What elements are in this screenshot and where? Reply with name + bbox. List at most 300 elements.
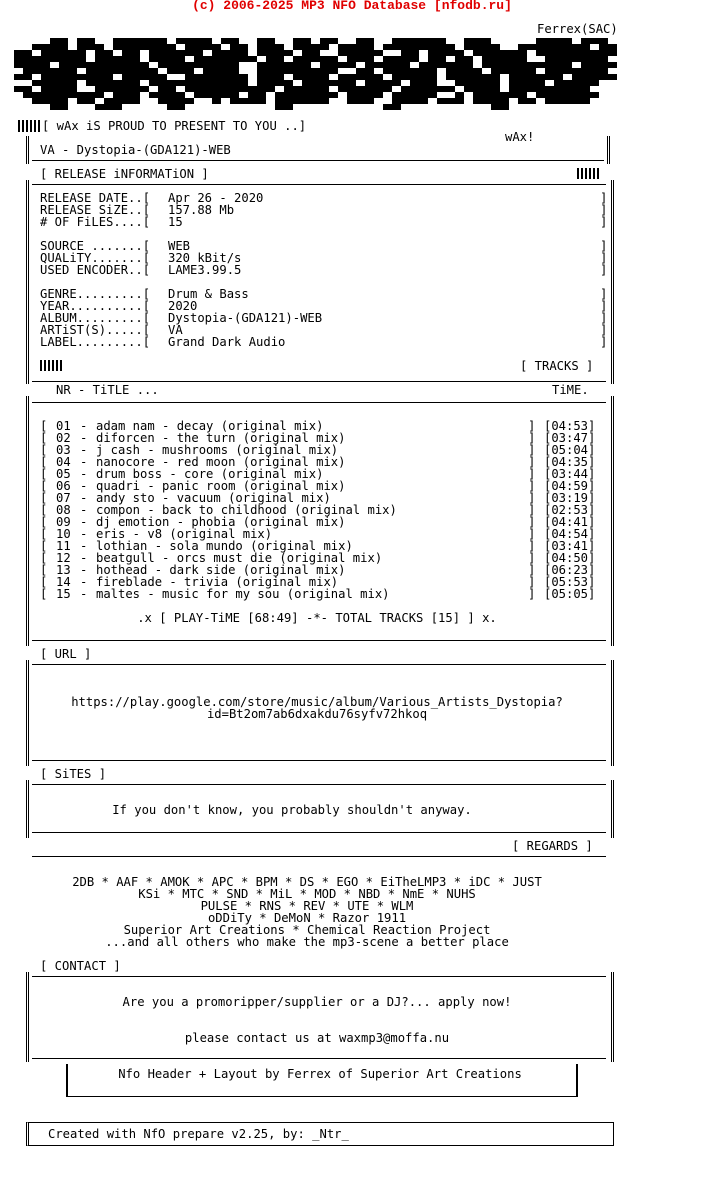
logo-pixel bbox=[68, 92, 77, 98]
logo-pixel bbox=[158, 62, 167, 68]
logo-pixel bbox=[392, 44, 401, 50]
info-value: VA bbox=[168, 323, 183, 337]
logo-pixel bbox=[113, 44, 122, 50]
bracket: [ bbox=[40, 467, 55, 481]
track-number: 04 bbox=[56, 455, 71, 469]
logo-pixel bbox=[176, 68, 185, 74]
logo-pixel bbox=[545, 74, 554, 80]
logo-pixel bbox=[491, 104, 500, 110]
logo-pixel bbox=[176, 38, 185, 44]
regards-line: 2DB * AAF * AMOK * APC * BPM * DS * EGO * EiTheLMP3 * iDC * JUST bbox=[72, 875, 542, 889]
logo-pixel bbox=[86, 80, 95, 86]
separator: - bbox=[80, 467, 88, 481]
separator: - bbox=[80, 419, 88, 433]
track-title: fireblade - trivia (original mix) bbox=[96, 575, 339, 589]
logo-pixel bbox=[86, 44, 95, 50]
info-label: # OF FiLES....[ bbox=[40, 215, 151, 229]
contact-header: [ CONTACT ] bbox=[40, 959, 121, 973]
logo-pixel bbox=[356, 98, 365, 104]
logo-pixel bbox=[104, 104, 113, 110]
logo-pixel bbox=[527, 86, 536, 92]
bracket: ] bbox=[600, 239, 608, 253]
logo-pixel bbox=[140, 44, 149, 50]
logo-pixel bbox=[446, 86, 455, 92]
bracket: ] bbox=[528, 479, 536, 493]
track-number: 14 bbox=[56, 575, 71, 589]
regards-line: ...and all others who make the mp3-scene a better place bbox=[105, 935, 509, 949]
logo-pixel bbox=[329, 80, 338, 86]
logo-pixel bbox=[95, 92, 104, 98]
logo-pixel bbox=[401, 74, 410, 80]
logo-pixel bbox=[239, 86, 248, 92]
bracket: ] bbox=[600, 287, 608, 301]
logo-pixel bbox=[455, 98, 464, 104]
info-value: LAME3.99.5 bbox=[168, 263, 242, 277]
logo-pixel bbox=[572, 98, 581, 104]
logo-pixel bbox=[554, 98, 563, 104]
track-time: [06:23] bbox=[544, 563, 596, 577]
track-title: maltes - music for my sou (original mix) bbox=[96, 587, 390, 601]
track-title: hothead - dark side (original mix) bbox=[96, 563, 346, 577]
present-text: [ wAx iS PROUD TO PRESENT TO YOU ..] bbox=[42, 119, 307, 133]
logo-pixel bbox=[410, 98, 419, 104]
logo-pixel bbox=[185, 86, 194, 92]
bracket: ] bbox=[600, 203, 608, 217]
bracket: ] bbox=[600, 335, 608, 349]
logo-pixel bbox=[113, 68, 122, 74]
logo-pixel bbox=[446, 50, 455, 56]
logo-pixel bbox=[581, 98, 590, 104]
created-with: Created with NfO prepare v2.25, by: _Ntr_ bbox=[48, 1127, 349, 1141]
layout-credit: Nfo Header + Layout by Ferrex of Superior Art Creations bbox=[118, 1067, 522, 1081]
divider bbox=[32, 640, 606, 641]
logo-pixel bbox=[437, 98, 446, 104]
track-number: 03 bbox=[56, 443, 71, 457]
separator: - bbox=[80, 491, 88, 505]
logo-pixel bbox=[284, 68, 293, 74]
logo-pixel bbox=[23, 92, 32, 98]
logo-pixel bbox=[77, 62, 86, 68]
bracket: [ bbox=[40, 527, 55, 541]
logo-pixel bbox=[536, 50, 545, 56]
logo-pixel bbox=[383, 68, 392, 74]
info-label: YEAR..........[ bbox=[40, 299, 151, 313]
logo-pixel bbox=[599, 74, 608, 80]
logo-pixel bbox=[77, 74, 86, 80]
logo-pixel bbox=[257, 50, 266, 56]
track-time: [03:19] bbox=[544, 491, 596, 505]
regards-line: KSi * MTC * SND * MiL * MOD * NBD * NmE * NUHS bbox=[138, 887, 476, 901]
info-value: 2020 bbox=[168, 299, 198, 313]
logo-pixel bbox=[284, 104, 293, 110]
track-number: 12 bbox=[56, 551, 71, 565]
divider bbox=[32, 664, 606, 665]
bracket: [ bbox=[40, 563, 55, 577]
tracks-column-title: NR - TiTLE ... bbox=[56, 383, 159, 397]
logo-pixel bbox=[284, 50, 293, 56]
info-label: QUALiTY.......[ bbox=[40, 251, 151, 265]
bracket: ] bbox=[528, 503, 536, 517]
logo-pixel bbox=[248, 56, 257, 62]
bracket: [ bbox=[40, 587, 55, 601]
regards-line: oDDiTy * DeMoN * Razor 1911 bbox=[207, 911, 407, 925]
separator: - bbox=[80, 515, 88, 529]
logo-pixel bbox=[383, 104, 392, 110]
shade-block bbox=[40, 360, 64, 371]
logo-pixel bbox=[221, 92, 230, 98]
separator: - bbox=[80, 443, 88, 457]
nfodb-credit: (c) 2006-2025 MP3 NFO Database [nfodb.ru] bbox=[192, 0, 512, 13]
logo-pixel bbox=[131, 98, 140, 104]
logo-pixel bbox=[239, 98, 248, 104]
divider bbox=[32, 832, 606, 833]
logo-pixel bbox=[392, 80, 401, 86]
logo-pixel bbox=[374, 62, 383, 68]
track-number: 09 bbox=[56, 515, 71, 529]
logo-pixel bbox=[509, 92, 518, 98]
bracket: ] bbox=[600, 251, 608, 265]
logo-pixel bbox=[293, 44, 302, 50]
bracket: ] bbox=[600, 191, 608, 205]
track-number: 02 bbox=[56, 431, 71, 445]
logo-pixel bbox=[185, 50, 194, 56]
track-number: 07 bbox=[56, 491, 71, 505]
track-title: andy sto - vacuum (original mix) bbox=[96, 491, 331, 505]
logo-pixel bbox=[473, 50, 482, 56]
track-time: [03:47] bbox=[544, 431, 596, 445]
logo-pixel bbox=[122, 98, 131, 104]
info-value: Grand Dark Audio bbox=[168, 335, 286, 349]
logo-pixel bbox=[104, 86, 113, 92]
logo-pixel bbox=[383, 86, 392, 92]
logo-pixel bbox=[86, 98, 95, 104]
logo-pixel bbox=[563, 98, 572, 104]
logo-pixel bbox=[14, 74, 23, 80]
track-title: quadri - panic room (original mix) bbox=[96, 479, 346, 493]
logo-pixel bbox=[329, 92, 338, 98]
bracket: ] bbox=[600, 263, 608, 277]
logo-pixel bbox=[536, 92, 545, 98]
logo-pixel bbox=[293, 74, 302, 80]
logo-pixel bbox=[320, 44, 329, 50]
logo-pixel bbox=[356, 74, 365, 80]
logo-pixel bbox=[32, 44, 41, 50]
tracks-header: [ TRACKS ] bbox=[520, 359, 594, 373]
divider bbox=[32, 402, 606, 403]
track-time: [05:53] bbox=[544, 575, 596, 589]
logo-pixel bbox=[437, 62, 446, 68]
logo-pixel bbox=[275, 80, 284, 86]
url-link-continued[interactable]: id=Bt2om7ab6dxakdu76syfv72hkoq bbox=[206, 707, 428, 721]
logo-pixel bbox=[563, 68, 572, 74]
url-link[interactable]: https://play.google.com/store/music/album/Various_Artists_Dystopia? bbox=[71, 695, 563, 709]
separator: - bbox=[80, 587, 88, 601]
info-label: RELEASE SiZE..[ bbox=[40, 203, 151, 217]
logo-pixel bbox=[266, 86, 275, 92]
logo-pixel bbox=[113, 104, 122, 110]
info-label: RELEASE DATE..[ bbox=[40, 191, 151, 205]
track-time: [04:59] bbox=[544, 479, 596, 493]
tracks-column-time: TiME. bbox=[552, 383, 589, 397]
logo-pixel bbox=[356, 56, 365, 62]
shade-block bbox=[577, 168, 601, 179]
logo-pixel bbox=[518, 98, 527, 104]
track-time: [04:53] bbox=[544, 419, 596, 433]
logo-pixel bbox=[527, 98, 536, 104]
logo-pixel bbox=[194, 92, 203, 98]
divider bbox=[32, 1058, 606, 1059]
track-number: 11 bbox=[56, 539, 71, 553]
logo-pixel bbox=[500, 68, 509, 74]
sites-text: If you don't know, you probably shouldn't anyway. bbox=[112, 803, 472, 817]
logo-pixel bbox=[410, 56, 419, 62]
logo-pixel bbox=[59, 104, 68, 110]
logo-pixel bbox=[374, 92, 383, 98]
logo-tag: wAx! bbox=[505, 130, 535, 144]
track-number: 01 bbox=[56, 419, 71, 433]
bracket: ] bbox=[528, 563, 536, 577]
bracket: ] bbox=[600, 215, 608, 229]
logo-pixel bbox=[194, 62, 203, 68]
track-time: [04:41] bbox=[544, 515, 596, 529]
bracket: ] bbox=[528, 431, 536, 445]
logo-pixel bbox=[203, 44, 212, 50]
logo-pixel bbox=[176, 80, 185, 86]
separator: - bbox=[80, 455, 88, 469]
track-title: compon - back to childhood (original mix) bbox=[96, 503, 397, 517]
logo-pixel bbox=[302, 98, 311, 104]
release-name: VA - Dystopia-(GDA121)-WEB bbox=[40, 143, 231, 157]
separator: - bbox=[80, 527, 88, 541]
track-title: diforcen - the turn (original mix) bbox=[96, 431, 346, 445]
track-number: 13 bbox=[56, 563, 71, 577]
divider bbox=[32, 381, 606, 382]
contact-email[interactable]: please contact us at waxmp3@moffa.nu bbox=[184, 1031, 450, 1045]
track-title: beatgull - orcs must die (original mix) bbox=[96, 551, 383, 565]
bracket: [ bbox=[40, 491, 55, 505]
track-title: lothian - sola mundo (original mix) bbox=[96, 539, 353, 553]
logo-pixel bbox=[374, 50, 383, 56]
logo-pixel bbox=[329, 68, 338, 74]
track-number: 05 bbox=[56, 467, 71, 481]
info-label: USED ENCODER..[ bbox=[40, 263, 151, 277]
separator: - bbox=[80, 575, 88, 589]
info-label: LABEL.........[ bbox=[40, 335, 151, 349]
info-value: 320 kBit/s bbox=[168, 251, 242, 265]
url-header: [ URL ] bbox=[40, 647, 92, 661]
track-time: [05:04] bbox=[544, 443, 596, 457]
track-title: adam nam - decay (original mix) bbox=[96, 419, 324, 433]
track-number: 15 bbox=[56, 587, 71, 601]
logo-pixel bbox=[608, 74, 617, 80]
bracket: [ bbox=[40, 431, 55, 445]
logo-pixel bbox=[41, 98, 50, 104]
bracket: [ bbox=[40, 575, 55, 589]
separator: - bbox=[80, 503, 88, 517]
logo-pixel bbox=[230, 98, 239, 104]
logo-pixel bbox=[212, 98, 221, 104]
bracket: ] bbox=[528, 587, 536, 601]
contact-apply: Are you a promoripper/supplier or a DJ?... apply now! bbox=[122, 995, 512, 1009]
track-number: 06 bbox=[56, 479, 71, 493]
bracket: ] bbox=[528, 443, 536, 457]
logo-pixel bbox=[149, 80, 158, 86]
logo-pixel bbox=[14, 86, 23, 92]
info-value: Drum & Bass bbox=[168, 287, 249, 301]
bracket: [ bbox=[40, 455, 55, 469]
info-value: Apr 26 - 2020 bbox=[168, 191, 264, 205]
separator: - bbox=[80, 479, 88, 493]
logo-pixel bbox=[50, 104, 59, 110]
logo-pixel bbox=[536, 62, 545, 68]
logo-pixel bbox=[482, 62, 491, 68]
logo-pixel bbox=[32, 80, 41, 86]
contact-box bbox=[26, 972, 614, 1062]
divider bbox=[32, 160, 604, 161]
logo-pixel bbox=[149, 56, 158, 62]
logo-pixel bbox=[347, 98, 356, 104]
logo-pixel bbox=[203, 92, 212, 98]
info-label: ARTiST(S).....[ bbox=[40, 323, 151, 337]
logo-pixel bbox=[608, 50, 617, 56]
separator: - bbox=[80, 563, 88, 577]
info-value: Dystopia-(GDA121)-WEB bbox=[168, 311, 323, 325]
bracket: ] bbox=[600, 299, 608, 313]
logo-pixel bbox=[545, 98, 554, 104]
track-time: [02:53] bbox=[544, 503, 596, 517]
logo-pixel bbox=[329, 38, 338, 44]
logo-pixel bbox=[419, 44, 428, 50]
track-number: 10 bbox=[56, 527, 71, 541]
logo-pixel bbox=[248, 98, 257, 104]
logo-pixel bbox=[221, 38, 230, 44]
track-title: j cash - mushrooms (original mix) bbox=[96, 443, 339, 457]
playtime-summary: .x [ PLAY-TiME [68:49] -*- TOTAL TRACKS [15] ] x. bbox=[137, 611, 497, 625]
logo-pixel bbox=[347, 62, 356, 68]
logo-pixel bbox=[23, 74, 32, 80]
track-time: [03:44] bbox=[544, 467, 596, 481]
bracket: ] bbox=[528, 491, 536, 505]
logo-pixel bbox=[14, 62, 23, 68]
bracket: [ bbox=[40, 419, 55, 433]
bracket: ] bbox=[600, 311, 608, 325]
logo-pixel bbox=[140, 86, 149, 92]
info-value: 15 bbox=[168, 215, 183, 229]
bracket: ] bbox=[528, 551, 536, 565]
bracket: [ bbox=[40, 479, 55, 493]
logo-pixel bbox=[401, 98, 410, 104]
logo-pixel bbox=[311, 56, 320, 62]
divider bbox=[32, 784, 606, 785]
bracket: [ bbox=[40, 551, 55, 565]
track-title: nanocore - red moon (original mix) bbox=[96, 455, 346, 469]
logo-pixel bbox=[158, 98, 167, 104]
logo-pixel bbox=[32, 68, 41, 74]
bracket: ] bbox=[600, 323, 608, 337]
logo-pixel bbox=[275, 104, 284, 110]
logo-pixel bbox=[32, 98, 41, 104]
logo-pixel bbox=[149, 92, 158, 98]
bracket: [ bbox=[40, 443, 55, 457]
regards-line: PULSE * RNS * REV * UTE * WLM bbox=[200, 899, 414, 913]
logo-pixel bbox=[338, 62, 347, 68]
logo-pixel bbox=[392, 104, 401, 110]
logo-pixel bbox=[167, 104, 176, 110]
info-label: GENRE.........[ bbox=[40, 287, 151, 301]
track-title: dj emotion - phobia (original mix) bbox=[96, 515, 346, 529]
bracket: ] bbox=[528, 515, 536, 529]
sites-header: [ SiTES ] bbox=[40, 767, 107, 781]
bracket: [ bbox=[40, 515, 55, 529]
info-header: [ RELEASE iNFORMATiON ] bbox=[40, 167, 209, 181]
logo-pixel bbox=[77, 98, 86, 104]
track-title: eris - v8 (original mix) bbox=[96, 527, 273, 541]
info-label: SOURCE .......[ bbox=[40, 239, 151, 253]
bracket: ] bbox=[528, 467, 536, 481]
logo-pixel bbox=[590, 80, 599, 86]
track-time: [04:35] bbox=[544, 455, 596, 469]
logo-pixel bbox=[464, 44, 473, 50]
logo-pixel bbox=[185, 98, 194, 104]
logo-pixel bbox=[176, 104, 185, 110]
track-time: [04:54] bbox=[544, 527, 596, 541]
divider bbox=[32, 760, 606, 761]
logo-pixel bbox=[500, 104, 509, 110]
bracket: ] bbox=[528, 539, 536, 553]
logo-pixel bbox=[473, 98, 482, 104]
logo-pixel bbox=[50, 56, 59, 62]
logo-pixel bbox=[311, 98, 320, 104]
logo-pixel bbox=[293, 98, 302, 104]
logo-pixel bbox=[446, 98, 455, 104]
ascii-signature: Ferrex(SAC) bbox=[537, 22, 618, 36]
logo-pixel bbox=[95, 104, 104, 110]
info-value: 157.88 Mb bbox=[168, 203, 235, 217]
logo-pixel bbox=[455, 80, 464, 86]
wax-logo bbox=[14, 38, 626, 118]
logo-pixel bbox=[590, 38, 599, 44]
logo-pixel bbox=[338, 50, 347, 56]
bracket: ] bbox=[528, 575, 536, 589]
logo-pixel bbox=[464, 86, 473, 92]
logo-pixel bbox=[590, 92, 599, 98]
separator: - bbox=[80, 431, 88, 445]
logo-pixel bbox=[239, 56, 248, 62]
logo-pixel bbox=[338, 86, 347, 92]
info-label: ALBUM.........[ bbox=[40, 311, 151, 325]
logo-pixel bbox=[167, 68, 176, 74]
logo-pixel bbox=[608, 62, 617, 68]
logo-pixel bbox=[140, 74, 149, 80]
regards-header: [ REGARDS ] bbox=[512, 839, 593, 853]
logo-pixel bbox=[572, 56, 581, 62]
bracket: ] bbox=[528, 527, 536, 541]
bracket: [ bbox=[40, 503, 55, 517]
bracket: [ bbox=[40, 539, 55, 553]
shade-block bbox=[18, 120, 40, 132]
bracket: ] bbox=[528, 419, 536, 433]
logo-pixel bbox=[257, 98, 266, 104]
track-time: [05:05] bbox=[544, 587, 596, 601]
logo-pixel bbox=[320, 98, 329, 104]
track-number: 08 bbox=[56, 503, 71, 517]
logo-pixel bbox=[419, 98, 428, 104]
track-time: [04:50] bbox=[544, 551, 596, 565]
divider bbox=[32, 184, 606, 185]
logo-pixel bbox=[446, 74, 455, 80]
logo-pixel bbox=[437, 86, 446, 92]
divider bbox=[32, 856, 606, 857]
